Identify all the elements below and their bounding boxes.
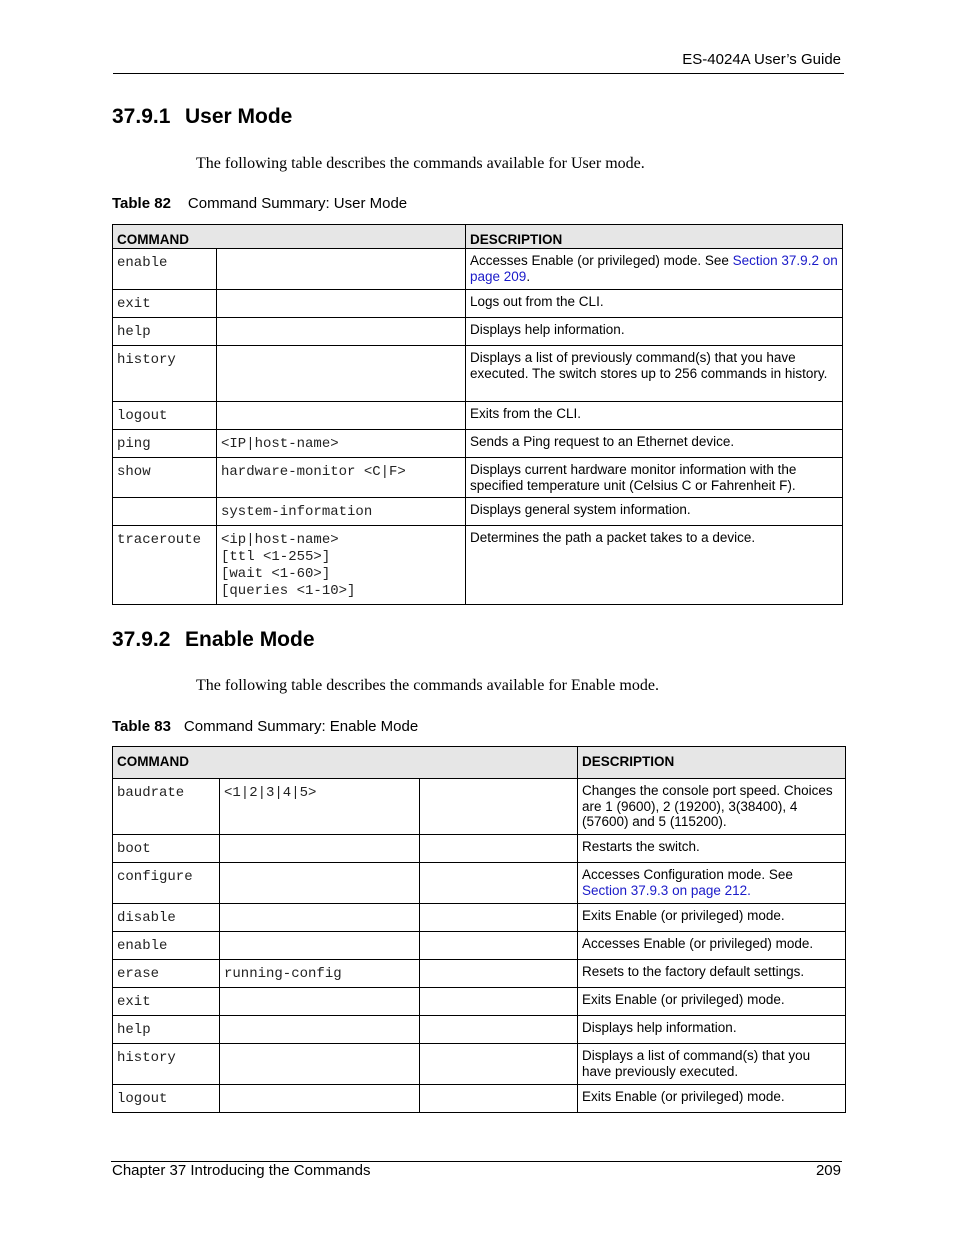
command-argument: [217, 402, 466, 430]
section-heading-user-mode: [112, 105, 292, 129]
command-name: history: [113, 346, 217, 402]
empty-cell: [420, 1016, 578, 1044]
command-name: [113, 498, 217, 526]
command-description: [578, 835, 846, 863]
command-argument: [220, 904, 420, 932]
empty-cell: [420, 960, 578, 988]
description-text: Displays general system information.: [470, 502, 691, 517]
command-name: boot: [113, 835, 220, 863]
description-text: Restarts the switch.: [582, 839, 700, 854]
command-name: exit: [113, 988, 220, 1016]
command-description: [466, 346, 843, 402]
table-row: [113, 1085, 846, 1113]
command-description: [578, 988, 846, 1016]
table-caption-label: Table 83: [112, 718, 171, 735]
command-argument: [217, 318, 466, 346]
cross-reference-link[interactable]: Section 37.9.3 on page 212.: [582, 882, 751, 898]
section-number: 37.9.2: [112, 628, 171, 651]
section-title: Enable Mode: [185, 628, 315, 651]
empty-cell: [420, 835, 578, 863]
empty-cell: [420, 932, 578, 960]
command-description: [578, 863, 846, 904]
section-intro: The following table describes the commands available for User mode.: [196, 155, 645, 172]
command-name: enable: [113, 932, 220, 960]
command-argument: running-config: [220, 960, 420, 988]
description-text: Accesses Configuration mode. See: [582, 867, 793, 882]
column-header-command: COMMAND: [113, 225, 466, 249]
table-row: [113, 430, 843, 458]
section-number: 37.9.1: [112, 105, 171, 128]
table-row: [113, 526, 843, 605]
command-description: [578, 1016, 846, 1044]
user-mode-command-table: [112, 224, 843, 605]
empty-cell: [420, 988, 578, 1016]
command-name: ping: [113, 430, 217, 458]
command-argument: [220, 932, 420, 960]
command-name: erase: [113, 960, 220, 988]
table-row: [113, 904, 846, 932]
command-name: logout: [113, 402, 217, 430]
command-argument: [220, 835, 420, 863]
description-text: Accesses Enable (or privileged) mode. See: [470, 253, 733, 268]
description-text: Displays current hardware monitor information with the specified temperature unit (Celsius C or Fahrenheit F).: [470, 462, 797, 493]
command-description: [578, 932, 846, 960]
description-text: Displays a list of command(s) that you have previously executed.: [582, 1048, 811, 1079]
table-row: [113, 932, 846, 960]
command-argument: [220, 863, 420, 904]
command-description: [466, 249, 843, 290]
command-argument: [220, 988, 420, 1016]
empty-cell: [420, 904, 578, 932]
column-header-description: DESCRIPTION: [578, 747, 846, 779]
command-argument: [220, 1044, 420, 1085]
enable-mode-command-table: [112, 746, 846, 1113]
empty-cell: [420, 863, 578, 904]
command-argument: <IP|host-name>: [217, 430, 466, 458]
table-row: [113, 779, 846, 835]
description-text: Determines the path a packet takes to a device.: [470, 530, 756, 545]
cross-reference-link[interactable]: Section 37.9.2 on page 209: [470, 253, 838, 284]
command-argument: [220, 1085, 420, 1113]
table-row: [113, 988, 846, 1016]
description-text: Resets to the factory default settings.: [582, 964, 805, 979]
table-row: [113, 863, 846, 904]
command-name: disable: [113, 904, 220, 932]
table-caption: [112, 718, 418, 735]
command-name: help: [113, 1016, 220, 1044]
footer-chapter: Chapter 37 Introducing the Commands: [112, 1162, 371, 1179]
table-header-row: [113, 747, 846, 779]
table-header-row: [113, 225, 843, 249]
table-row: [113, 318, 843, 346]
description-text: Exits Enable (or privileged) mode.: [582, 908, 785, 923]
description-text: Displays a list of previously command(s) that you have executed. The switch stores up to 256 commands in history.: [470, 350, 828, 381]
empty-cell: [420, 779, 578, 835]
section-title: User Mode: [185, 105, 293, 128]
table-row: [113, 458, 843, 498]
table-row: [113, 1016, 846, 1044]
description-text: Changes the console port speed. Choices are 1 (9600), 2 (19200), 3(38400), 4 (57600) and 5 (115200).: [582, 783, 833, 829]
command-argument: [217, 346, 466, 402]
command-name: show: [113, 458, 217, 498]
table-row: [113, 290, 843, 318]
description-text: Exits from the CLI.: [470, 406, 582, 421]
column-header-description: DESCRIPTION: [466, 225, 843, 249]
description-text: Displays help information.: [582, 1020, 737, 1035]
page-number: 209: [815, 1162, 841, 1179]
command-name: traceroute: [113, 526, 217, 605]
command-description: [578, 960, 846, 988]
table-row: [113, 1044, 846, 1085]
command-description: [578, 1044, 846, 1085]
empty-cell: [420, 1044, 578, 1085]
command-argument: <ip|host-name> [ttl <1-255>] [wait <1-60>] [queries <1-10>]: [217, 526, 466, 605]
command-name: logout: [113, 1085, 220, 1113]
description-text: Exits Enable (or privileged) mode.: [582, 1089, 785, 1104]
command-name: history: [113, 1044, 220, 1085]
table-caption-text: Command Summary: Enable Mode: [183, 718, 419, 735]
command-argument: system-information: [217, 498, 466, 526]
command-argument: [217, 290, 466, 318]
table-caption: [112, 195, 407, 212]
table-caption-label: Table 82: [112, 195, 171, 212]
table-row: [113, 960, 846, 988]
description-text-after: .: [526, 268, 531, 284]
table-row: [113, 835, 846, 863]
command-description: [578, 779, 846, 835]
description-text: Displays help information.: [470, 322, 625, 337]
description-text: Exits Enable (or privileged) mode.: [582, 992, 785, 1007]
command-description: [466, 430, 843, 458]
section-heading-enable-mode: [112, 628, 315, 652]
section-intro: The following table describes the commands available for Enable mode.: [196, 677, 659, 694]
column-header-command: COMMAND: [113, 747, 578, 779]
command-description: [466, 402, 843, 430]
command-argument: [217, 249, 466, 290]
command-name: help: [113, 318, 217, 346]
header-rule: [113, 73, 844, 74]
command-description: [578, 904, 846, 932]
description-text: Logs out from the CLI.: [470, 294, 604, 309]
document-title: ES-4024A User’s Guide: [682, 51, 841, 68]
table-row: [113, 402, 843, 430]
command-description: [466, 498, 843, 526]
command-description: [466, 526, 843, 605]
command-argument: <1|2|3|4|5>: [220, 779, 420, 835]
command-name: enable: [113, 249, 217, 290]
description-text: Sends a Ping request to an Ethernet device.: [470, 434, 735, 449]
command-name: configure: [113, 863, 220, 904]
table-row: [113, 249, 843, 290]
command-description: [466, 290, 843, 318]
empty-cell: [420, 1085, 578, 1113]
command-argument: [220, 1016, 420, 1044]
table-caption-text: Command Summary: User Mode: [187, 195, 408, 212]
command-argument: hardware-monitor <C|F>: [217, 458, 466, 498]
command-description: [466, 318, 843, 346]
table-row: [113, 498, 843, 526]
command-description: [466, 458, 843, 498]
command-description: [578, 1085, 846, 1113]
description-text: Accesses Enable (or privileged) mode.: [582, 936, 814, 951]
table-row: [113, 346, 843, 402]
command-name: exit: [113, 290, 217, 318]
command-name: baudrate: [113, 779, 220, 835]
